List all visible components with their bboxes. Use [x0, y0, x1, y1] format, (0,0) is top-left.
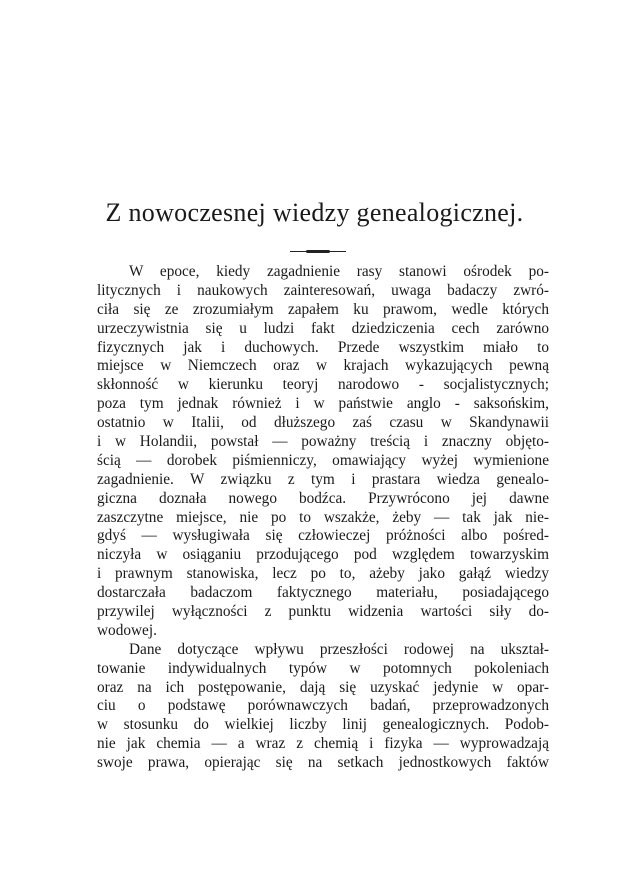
text-line: oraz na ich postępowanie, dają się uzyskać jedynie w opar-: [97, 678, 549, 696]
text-line: zagadnienie. W związku z tym i prastara wiedza genealo-: [97, 470, 549, 488]
text-line: gdyś — wysługiwała się człowieczej próżności albo pośred-: [97, 527, 549, 545]
text-line: ostatnio w Italii, od dłuższego zaś czasu w Skandynawii: [97, 414, 549, 432]
text-line: Dane dotyczące wpływu przeszłości rodowej na ukształ-: [129, 640, 549, 658]
text-line: urzeczywistnia się u ludzi fakt dziedziczenia cech zarówno: [97, 319, 549, 337]
paragraph: [97, 641, 549, 773]
text-line: swoje prawa, opierając się na setkach jednostkowych faktów: [97, 754, 549, 772]
text-line: towanie indywidualnych typów w potomnych pokoleniach: [97, 659, 549, 677]
text-line: niczyła w osiąganiu przodującego pod względem towarzyskim: [97, 546, 549, 564]
body-text: [97, 263, 549, 773]
text-line: skłonność w kierunku teoryj narodowo - socjalistycznych;: [97, 376, 549, 394]
text-line: ciła się ze zrozumiałym zapałem ku prawom, wedle których: [97, 300, 549, 318]
text-line: ciu o podstawę porównawczych badań, przeprowadzonych: [97, 697, 549, 715]
text-line: miejsce w Niemczech oraz w krajach wykazujących pewną: [97, 357, 549, 375]
text-line: fizycznych jak i duchowych. Przede wszystkim miało to: [97, 338, 549, 356]
text-line: W epoce, kiedy zagadnienie rasy stanowi ośrodek po-: [129, 263, 549, 280]
text-line: i w Holandii, powstał — poważny treścią i znaczny objęto-: [97, 433, 549, 451]
text-line: wodowej.: [97, 621, 157, 639]
title-ornament-divider: [290, 250, 346, 253]
text-line: zaszczytne miejsce, nie po to wszakże, żeby — tak jak nie-: [97, 508, 549, 526]
paragraph: [97, 263, 549, 641]
text-line: przywilej wyłączności z punktu widzenia wartości siły do-: [97, 603, 549, 621]
ornament-center: [306, 250, 330, 253]
chapter-title: Z nowoczesnej wiedzy genealogicznej.: [105, 198, 524, 227]
text-line: w stosunku do wielkiej liczby linij genealogicznych. Podob-: [97, 716, 549, 734]
text-line: nie jak chemia — a wraz z chemią i fizyka — wyprowadzają: [97, 735, 549, 753]
text-line: litycznych i naukowych zainteresowań, uwaga badaczy zwró-: [97, 281, 549, 299]
text-line: ścią — dorobek piśmienniczy, omawiający wyżej wymienione: [97, 451, 549, 469]
text-line: dostarczała badaczom faktycznego materiału, posiadającego: [97, 584, 549, 602]
text-line: giczna doznała nowego bodźca. Przywrócono jej dawne: [97, 489, 549, 507]
text-line: poza tym jednak również i w państwie anglo - saksońskim,: [97, 395, 549, 413]
text-line: i prawnym stanowiska, lecz po to, ażeby jako gałąź wiedzy: [97, 565, 549, 583]
